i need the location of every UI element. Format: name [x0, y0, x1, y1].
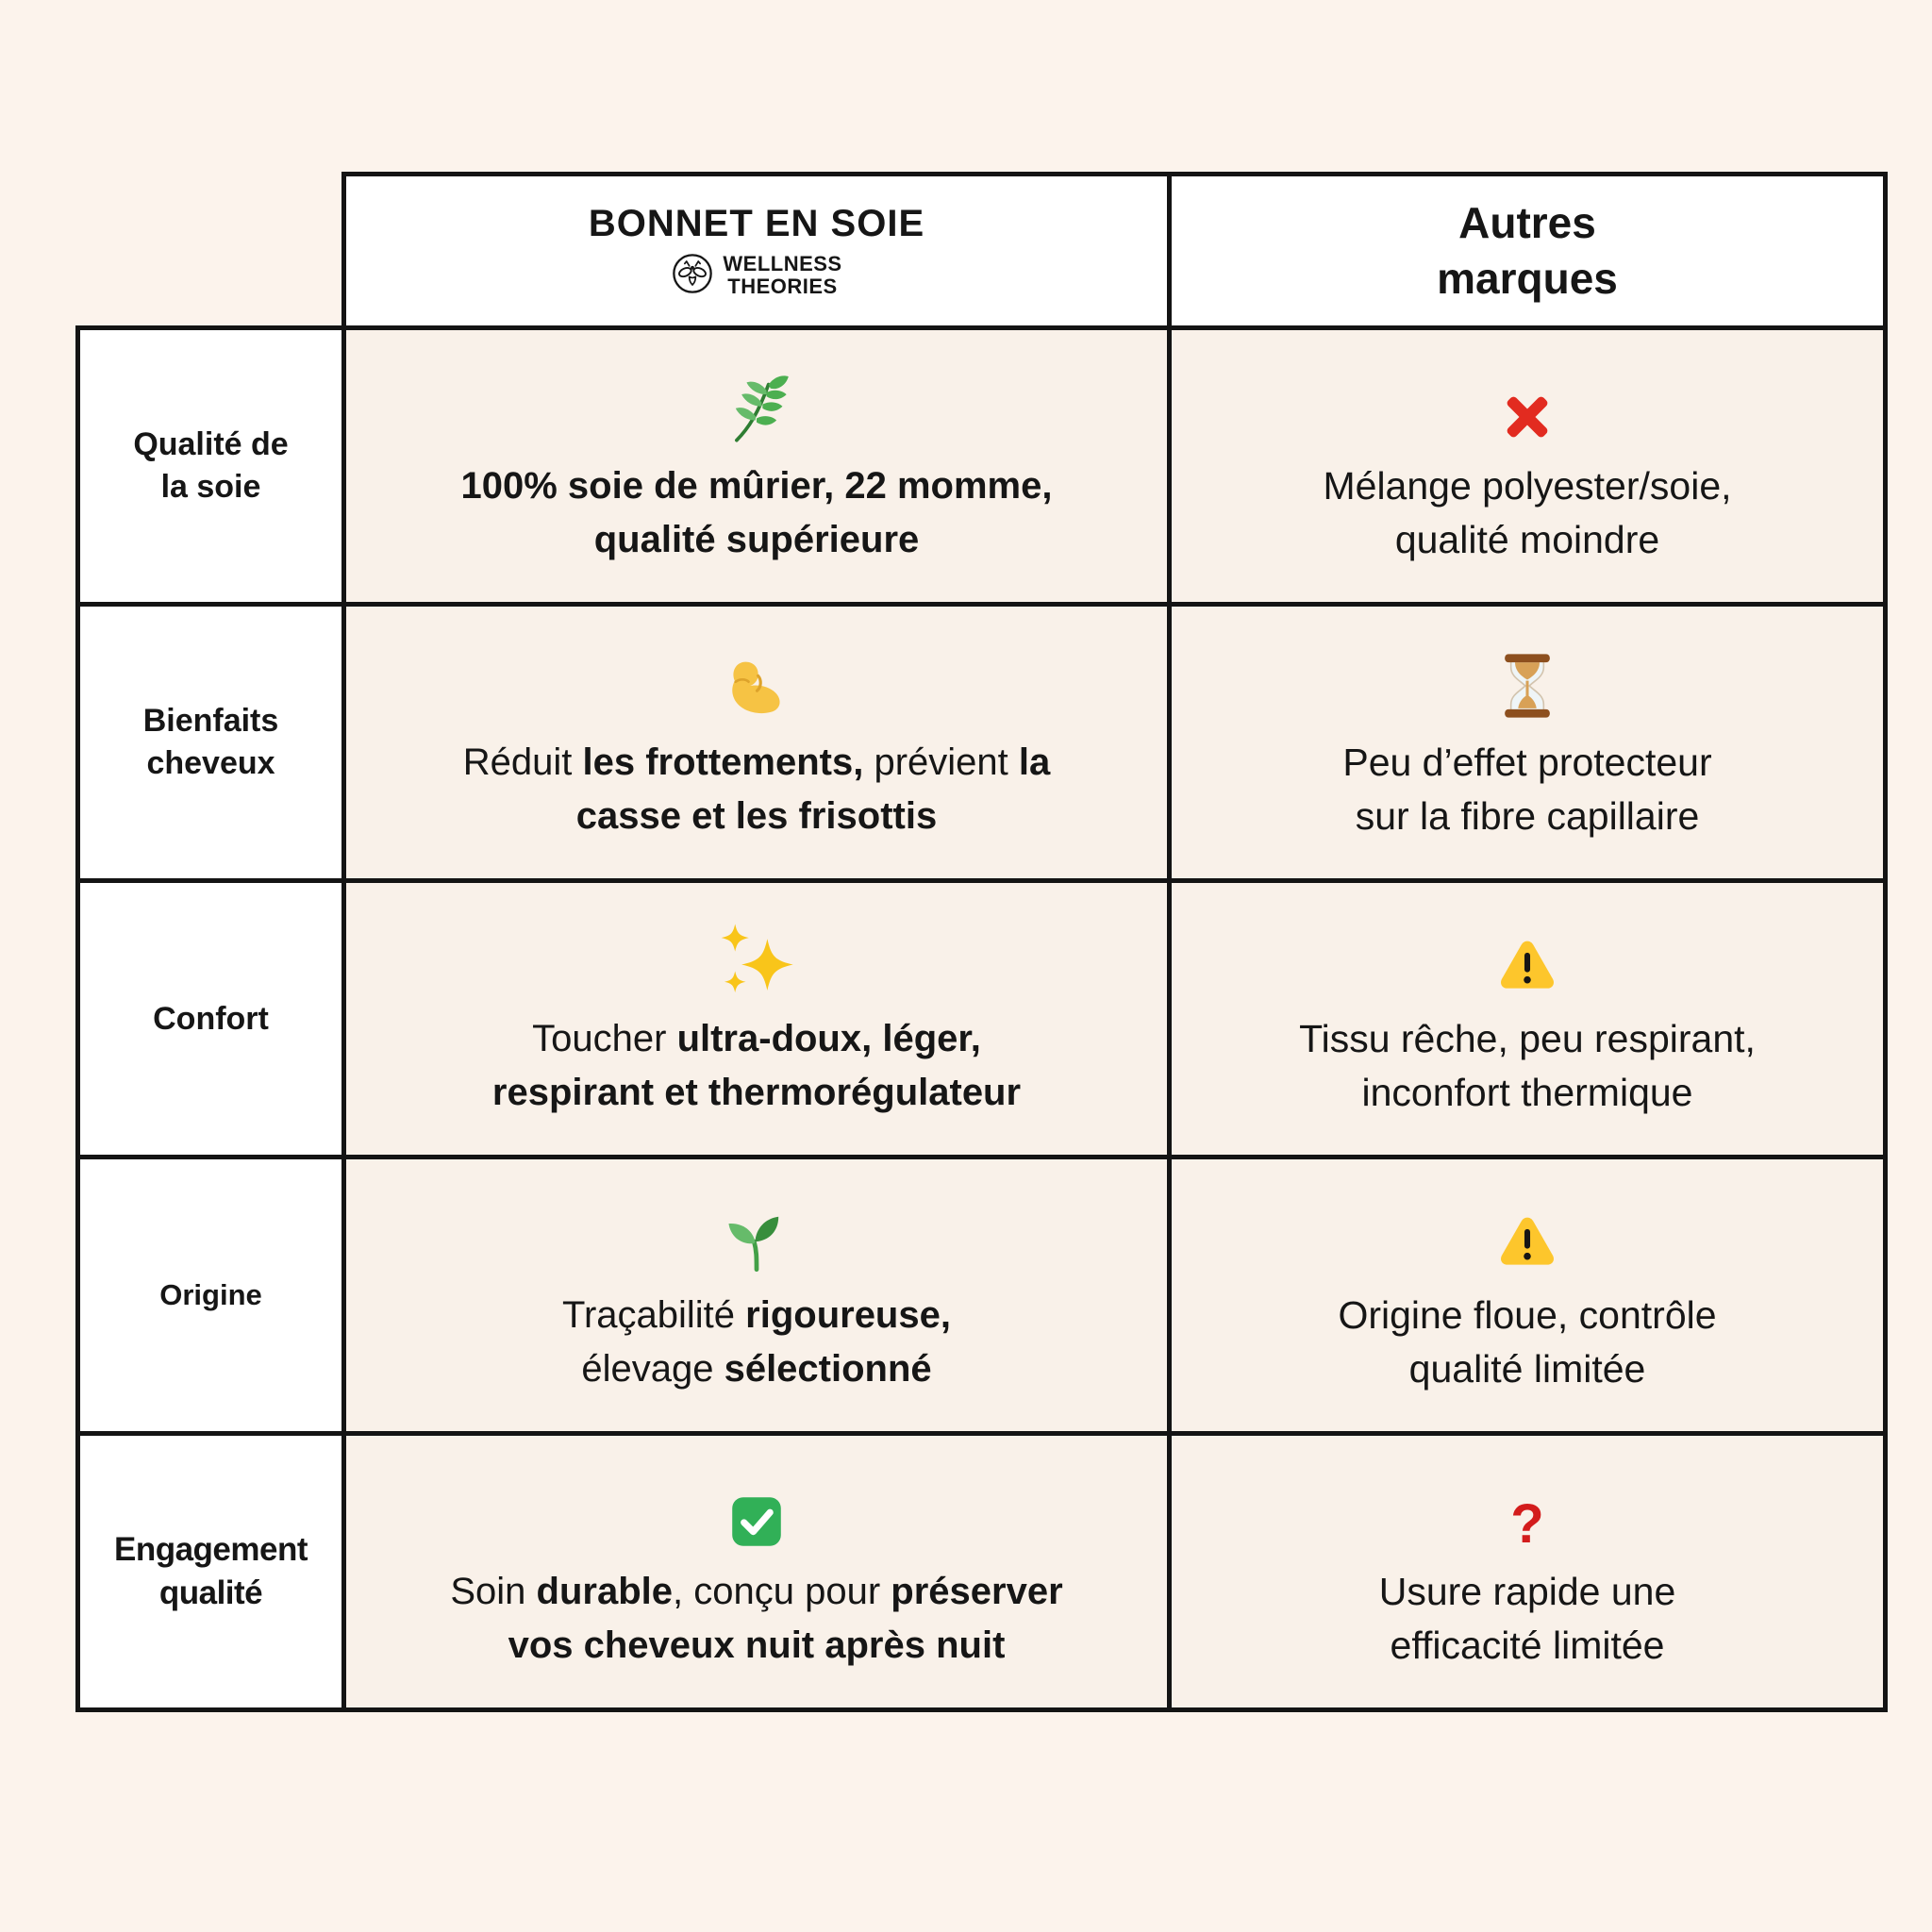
others-cell — [1170, 605, 1886, 881]
seedling-icon — [346, 1194, 1167, 1275]
others-cell — [1170, 881, 1886, 1158]
bee-icon — [671, 252, 714, 300]
header-row — [78, 175, 1886, 328]
empty-corner-cell — [78, 175, 344, 328]
check-button-icon — [346, 1471, 1167, 1552]
comparison-table — [75, 172, 1888, 1712]
others-cell — [1170, 328, 1886, 605]
text-line: qualité supérieure — [593, 519, 920, 560]
text-line: respirant et thermorégulateur — [491, 1072, 1022, 1113]
text-line: Réduit les frottements, prévient la — [462, 741, 1051, 784]
brand-column-title: BONNET EN SOIE — [588, 202, 925, 244]
row-label: Engagement qualité — [78, 1434, 344, 1710]
text-line: qualité moindre — [1394, 518, 1660, 561]
text-line: vos cheveux nuit après nuit — [508, 1624, 1006, 1666]
brand-name — [723, 253, 841, 298]
text-line: Usure rapide une — [1378, 1570, 1676, 1614]
table-row-hair-benefits — [78, 605, 1886, 881]
text-line: Traçabilité rigoureuse, — [562, 1294, 951, 1337]
warning-icon — [1172, 1194, 1883, 1275]
text-line: Tissu rêche, peu respirant, — [1299, 1017, 1756, 1061]
others-cell — [1170, 1434, 1886, 1710]
text-line: casse et les frisottis — [575, 795, 938, 837]
row-label: Bienfaits cheveux — [78, 605, 344, 881]
text-line: sur la fibre capillaire — [1355, 794, 1700, 838]
table-row-origin — [78, 1158, 1886, 1434]
text-line: Toucher ultra-doux, léger, — [532, 1018, 981, 1060]
table-row-silk-quality — [78, 328, 1886, 605]
header-brand-cell — [344, 175, 1170, 328]
text-line: qualité limitée — [1408, 1347, 1646, 1391]
text-line: Peu d’effet protecteur — [1342, 741, 1712, 785]
row-label: Origine — [78, 1158, 344, 1434]
others-cell — [1170, 1158, 1886, 1434]
text-line: Mélange polyester/soie, — [1323, 464, 1732, 508]
brand-cell — [344, 328, 1170, 605]
biceps-icon — [346, 641, 1167, 723]
brand-name-line1: WELLNESS — [723, 252, 842, 276]
others-column-title-line2: marques — [1437, 254, 1618, 303]
brand-cell — [344, 605, 1170, 881]
cross-mark-icon — [1172, 365, 1883, 446]
question-mark-icon: ? — [1510, 1493, 1544, 1556]
sparkles-icon — [346, 918, 1167, 999]
warning-icon — [1172, 918, 1883, 999]
text-line: Origine floue, contrôle — [1338, 1293, 1717, 1338]
brand-cell — [344, 1158, 1170, 1434]
others-column-title-line1: Autres — [1458, 198, 1596, 248]
text-line: 100% soie de mûrier, 22 momme, — [460, 465, 1053, 508]
brand-cell — [344, 881, 1170, 1158]
table-row-comfort — [78, 881, 1886, 1158]
brand-logo — [346, 252, 1167, 300]
text-line: inconfort thermique — [1361, 1071, 1693, 1114]
row-label: Qualité de la soie — [78, 328, 344, 605]
row-label: Confort — [78, 881, 344, 1158]
table-row-quality-commitment — [78, 1434, 1886, 1710]
header-others-cell — [1170, 175, 1886, 328]
text-line: efficacité limitée — [1390, 1624, 1665, 1667]
hourglass-icon — [1172, 641, 1883, 723]
brand-name-line2: THEORIES — [727, 275, 838, 298]
brand-cell — [344, 1434, 1170, 1710]
text-line: élevage sélectionné — [581, 1348, 932, 1390]
herb-icon — [346, 365, 1167, 446]
text-line: Soin durable, conçu pour préserver — [450, 1571, 1063, 1613]
